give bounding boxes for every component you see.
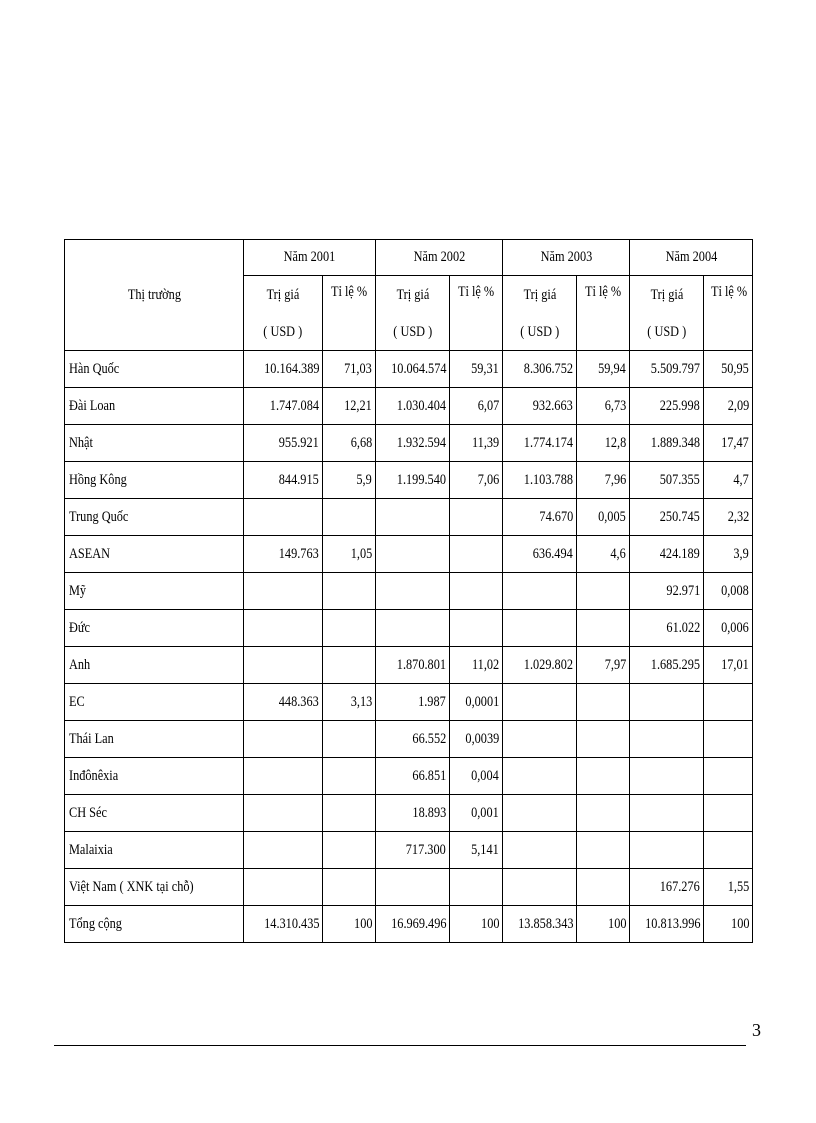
ratio-header: Tỉ lệ %: [323, 276, 376, 351]
value-cell: [244, 610, 323, 647]
value-cell: 13.858.343: [503, 906, 577, 943]
table-row: [65, 425, 753, 462]
table-row: [65, 573, 753, 610]
table-row: [65, 832, 753, 869]
ratio-cell: [323, 499, 376, 536]
value-cell: 1.870.801: [376, 647, 450, 684]
table-row: [65, 536, 753, 573]
ratio-cell: 11,39: [450, 425, 503, 462]
table-row: [65, 684, 753, 721]
table-row: [65, 610, 753, 647]
ratio-cell: 0,0001: [450, 684, 503, 721]
ratio-cell: [323, 573, 376, 610]
value-cell: 16.969.496: [376, 906, 450, 943]
value-cell: [503, 721, 577, 758]
market-name: EC: [65, 684, 244, 721]
value-cell: [244, 832, 323, 869]
value-header: Trị giá: [503, 276, 577, 315]
ratio-cell: 17,01: [704, 647, 753, 684]
ratio-cell: 12,21: [323, 388, 376, 425]
ratio-cell: [323, 869, 376, 906]
value-cell: 74.670: [503, 499, 577, 536]
value-cell: 18.893: [376, 795, 450, 832]
table-row: [65, 388, 753, 425]
value-cell: 92.971: [630, 573, 704, 610]
ratio-cell: 0,001: [450, 795, 503, 832]
value-cell: [630, 758, 704, 795]
ratio-cell: [577, 795, 630, 832]
value-cell: [376, 869, 450, 906]
ratio-cell: 50,95: [704, 351, 753, 388]
ratio-cell: [450, 610, 503, 647]
ratio-cell: 2,09: [704, 388, 753, 425]
value-cell: 1.987: [376, 684, 450, 721]
ratio-cell: 11,02: [450, 647, 503, 684]
value-cell: 1.889.348: [630, 425, 704, 462]
value-cell: 167.276: [630, 869, 704, 906]
ratio-cell: [704, 832, 753, 869]
value-cell: 932.663: [503, 388, 577, 425]
ratio-cell: 6,68: [323, 425, 376, 462]
table-row: [65, 758, 753, 795]
value-cell: 5.509.797: [630, 351, 704, 388]
ratio-cell: 0,005: [577, 499, 630, 536]
table-row: [65, 869, 753, 906]
ratio-cell: 100: [450, 906, 503, 943]
value-cell: 61.022: [630, 610, 704, 647]
value-cell: [376, 573, 450, 610]
value-cell: 1.103.788: [503, 462, 577, 499]
ratio-cell: [577, 832, 630, 869]
value-cell: [244, 647, 323, 684]
value-cell: 10.064.574: [376, 351, 450, 388]
ratio-cell: [450, 573, 503, 610]
ratio-cell: [323, 721, 376, 758]
ratio-cell: [577, 758, 630, 795]
value-cell: 424.189: [630, 536, 704, 573]
ratio-cell: 59,31: [450, 351, 503, 388]
value-cell: [244, 869, 323, 906]
value-cell: [630, 832, 704, 869]
value-cell: 10.164.389: [244, 351, 323, 388]
ratio-cell: [704, 721, 753, 758]
value-cell: 66.851: [376, 758, 450, 795]
ratio-cell: 4,7: [704, 462, 753, 499]
value-cell: [376, 610, 450, 647]
ratio-cell: [323, 758, 376, 795]
value-cell: 955.921: [244, 425, 323, 462]
ratio-cell: [450, 869, 503, 906]
market-name: Tổng cộng: [65, 906, 244, 943]
ratio-cell: 3,13: [323, 684, 376, 721]
value-cell: [503, 573, 577, 610]
value-cell: 1.685.295: [630, 647, 704, 684]
ratio-cell: 5,9: [323, 462, 376, 499]
value-cell: [244, 721, 323, 758]
market-name: Đài Loan: [65, 388, 244, 425]
value-cell: [244, 499, 323, 536]
value-header: Trị giá: [630, 276, 704, 315]
ratio-cell: 100: [577, 906, 630, 943]
table-row: [65, 647, 753, 684]
ratio-header: Tỉ lệ %: [704, 276, 753, 351]
ratio-cell: 1,05: [323, 536, 376, 573]
value-cell: [503, 869, 577, 906]
ratio-cell: [577, 573, 630, 610]
ratio-cell: [450, 499, 503, 536]
ratio-cell: 6,07: [450, 388, 503, 425]
footer-rule: [54, 1045, 746, 1046]
ratio-cell: 5,141: [450, 832, 503, 869]
year-header-2003: Năm 2003: [503, 240, 630, 276]
market-name: Hàn Quốc: [65, 351, 244, 388]
ratio-cell: [704, 758, 753, 795]
year-header-2002: Năm 2002: [376, 240, 503, 276]
market-name: Thái Lan: [65, 721, 244, 758]
ratio-cell: [323, 795, 376, 832]
value-cell: 636.494: [503, 536, 577, 573]
value-cell: 717.300: [376, 832, 450, 869]
value-cell: 8.306.752: [503, 351, 577, 388]
year-header-2001: Năm 2001: [244, 240, 376, 276]
ratio-cell: 7,96: [577, 462, 630, 499]
value-cell: 507.355: [630, 462, 704, 499]
table-row: [65, 906, 753, 943]
value-cell: [503, 610, 577, 647]
ratio-cell: 71,03: [323, 351, 376, 388]
ratio-header: Tỉ lệ %: [450, 276, 503, 351]
value-unit-header: ( USD ): [630, 314, 704, 351]
value-cell: 250.745: [630, 499, 704, 536]
market-name: Mỹ: [65, 573, 244, 610]
ratio-cell: [450, 536, 503, 573]
value-header: Trị giá: [244, 276, 323, 315]
value-cell: [244, 758, 323, 795]
ratio-cell: 4,6: [577, 536, 630, 573]
ratio-header: Tỉ lệ %: [577, 276, 630, 351]
ratio-cell: 3,9: [704, 536, 753, 573]
value-unit-header: ( USD ): [376, 314, 450, 351]
ratio-cell: [323, 647, 376, 684]
value-cell: 66.552: [376, 721, 450, 758]
market-name: Hồng Kông: [65, 462, 244, 499]
ratio-cell: 2,32: [704, 499, 753, 536]
ratio-cell: 6,73: [577, 388, 630, 425]
market-name: Inđônêxia: [65, 758, 244, 795]
value-unit-header: ( USD ): [244, 314, 323, 351]
value-cell: 225.998: [630, 388, 704, 425]
ratio-cell: 0,0039: [450, 721, 503, 758]
ratio-cell: 0,008: [704, 573, 753, 610]
ratio-cell: 100: [704, 906, 753, 943]
ratio-cell: [704, 684, 753, 721]
value-cell: 149.763: [244, 536, 323, 573]
ratio-cell: 0,006: [704, 610, 753, 647]
ratio-cell: 0,004: [450, 758, 503, 795]
export-market-table: [64, 239, 753, 943]
value-cell: [376, 499, 450, 536]
value-cell: [630, 721, 704, 758]
market-header: Thị trường: [65, 240, 244, 351]
table-row: [65, 462, 753, 499]
ratio-cell: 12,8: [577, 425, 630, 462]
value-cell: [503, 795, 577, 832]
value-cell: [376, 536, 450, 573]
market-name: Anh: [65, 647, 244, 684]
ratio-cell: [577, 610, 630, 647]
market-name: Việt Nam ( XNK tại chỗ): [65, 869, 244, 906]
value-cell: 448.363: [244, 684, 323, 721]
table-row: [65, 721, 753, 758]
market-name: Đức: [65, 610, 244, 647]
ratio-cell: 1,55: [704, 869, 753, 906]
value-cell: 14.310.435: [244, 906, 323, 943]
value-unit-header: ( USD ): [503, 314, 577, 351]
ratio-cell: 7,06: [450, 462, 503, 499]
table-row: [65, 499, 753, 536]
value-cell: 1.932.594: [376, 425, 450, 462]
ratio-cell: 17,47: [704, 425, 753, 462]
ratio-cell: [704, 795, 753, 832]
market-name: ASEAN: [65, 536, 244, 573]
value-cell: 1.747.084: [244, 388, 323, 425]
table-row: [65, 351, 753, 388]
market-name: Trung Quốc: [65, 499, 244, 536]
value-cell: 1.030.404: [376, 388, 450, 425]
year-header-2004: Năm 2004: [630, 240, 753, 276]
ratio-cell: 59,94: [577, 351, 630, 388]
market-name: Nhật: [65, 425, 244, 462]
value-cell: [503, 758, 577, 795]
value-cell: [630, 684, 704, 721]
page-number: 3: [752, 1020, 761, 1040]
ratio-cell: [323, 610, 376, 647]
table-row: [65, 795, 753, 832]
value-header: Trị giá: [376, 276, 450, 315]
value-cell: [503, 684, 577, 721]
value-cell: [244, 573, 323, 610]
market-name: Malaixia: [65, 832, 244, 869]
value-cell: 1.199.540: [376, 462, 450, 499]
value-cell: 1.774.174: [503, 425, 577, 462]
ratio-cell: [577, 869, 630, 906]
market-name: CH Séc: [65, 795, 244, 832]
ratio-cell: [323, 832, 376, 869]
ratio-cell: 7,97: [577, 647, 630, 684]
value-cell: [244, 795, 323, 832]
value-cell: [503, 832, 577, 869]
ratio-cell: [577, 684, 630, 721]
ratio-cell: [577, 721, 630, 758]
value-cell: 1.029.802: [503, 647, 577, 684]
value-cell: [630, 795, 704, 832]
value-cell: 844.915: [244, 462, 323, 499]
ratio-cell: 100: [323, 906, 376, 943]
value-cell: 10.813.996: [630, 906, 704, 943]
